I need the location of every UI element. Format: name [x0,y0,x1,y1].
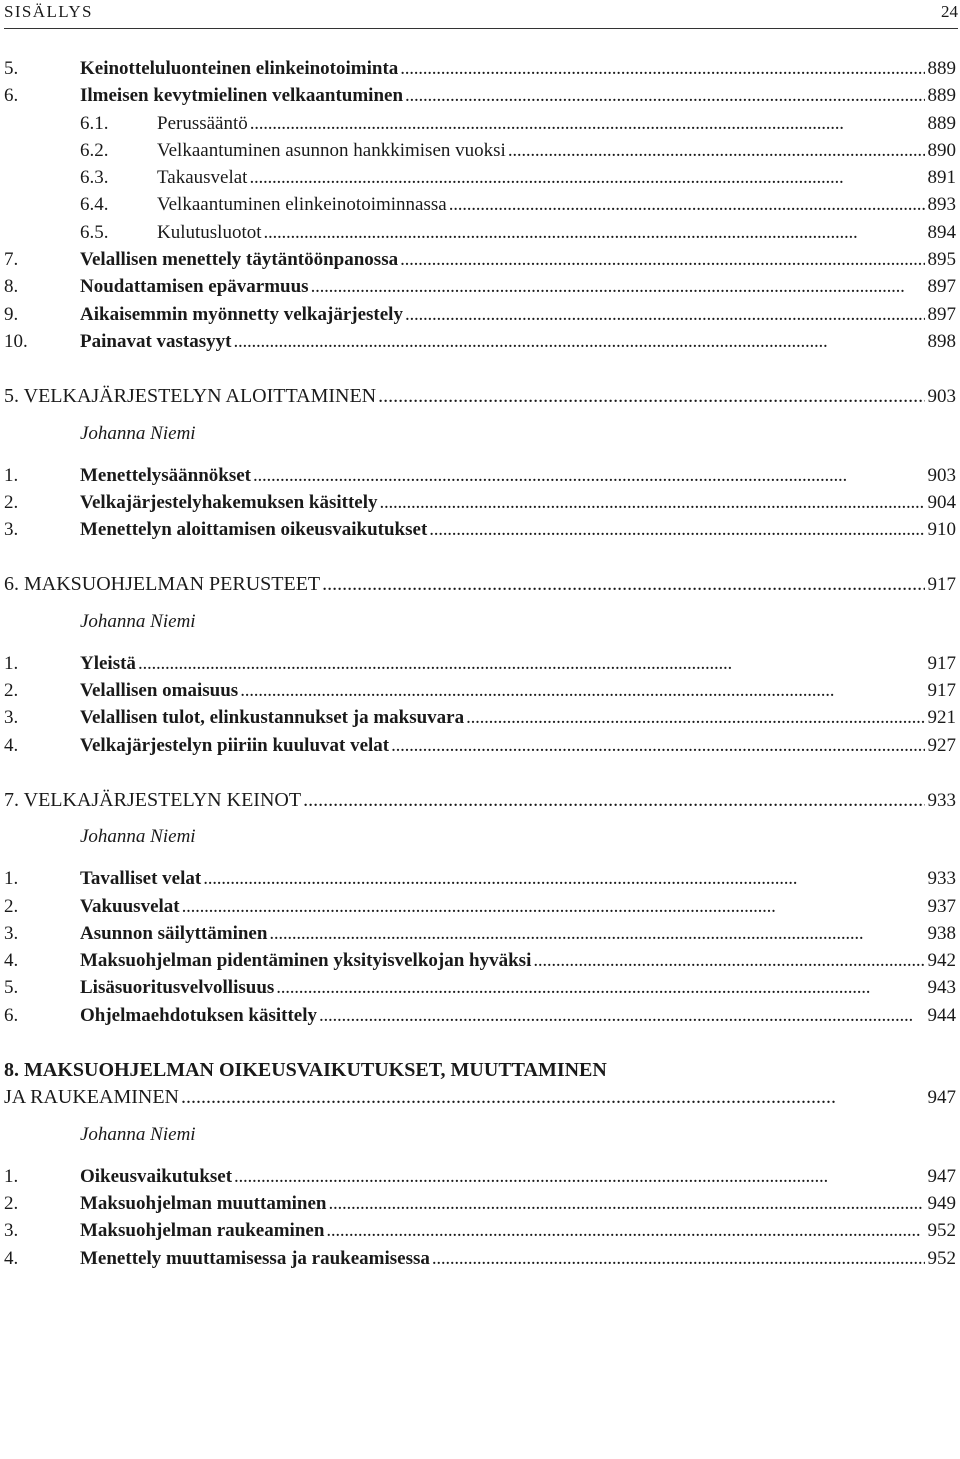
page-header [4,0,958,29]
entry-number: 3. [4,1220,19,1242]
dot-leader [303,787,924,814]
chapter-author: Johanna Niemi [80,826,196,848]
entry-number: 6. [4,85,19,107]
dot-leader [405,301,925,328]
entry-number: 6.5. [80,221,109,243]
table-of-contents [4,55,956,1272]
page-number: 24 [941,2,958,21]
entry-number: 10. [4,330,28,352]
chapter-heading-row[interactable] [4,1084,956,1111]
dot-leader [234,1163,924,1190]
chapter-page: 947 [927,1087,956,1109]
entry-page: 910 [927,519,956,541]
entry-number: 6.4. [80,194,109,216]
toc-entry[interactable] [4,246,956,273]
entry-title: Velkaantuminen asunnon hankkimisen vuoksi [157,139,506,161]
entry-page: 894 [927,221,956,243]
toc-entry[interactable] [4,920,956,947]
toc-entry[interactable] [4,677,956,704]
entry-title: Velkaantuminen elinkeinotoiminnassa [157,194,447,216]
entry-number: 6. [4,1004,19,1026]
toc-chapter [4,571,956,758]
toc-entry[interactable] [4,704,956,731]
entry-number: 4. [4,950,19,972]
entry-title: Ilmeisen kevytmielinen velkaantuminen [80,85,404,107]
entry-title: Menettelysäännökset [80,464,251,486]
toc-entry[interactable] [4,1002,956,1029]
toc-chapter [4,1057,956,1272]
dot-leader [240,677,924,704]
entry-title: Yleistä [80,652,136,674]
dot-leader [400,55,924,82]
dot-leader [250,110,925,137]
entry-title: Maksuohjelman muuttaminen [80,1192,327,1214]
entry-page: 897 [927,303,956,325]
entry-page: 917 [927,652,956,674]
toc-entry[interactable] [4,273,956,300]
entry-number: 4. [4,734,19,756]
entry-number: 2. [4,1192,19,1214]
entry-page: 949 [927,1192,956,1214]
dot-leader [329,1190,925,1217]
entry-title: Lisäsuoritusvelvollisuus [80,977,275,999]
entry-title: Ohjelmaehdotuksen käsittely [80,1004,317,1026]
entry-number: 2. [4,680,19,702]
entry-title: Velallisen omaisuus [80,680,239,702]
toc-section-continued [4,55,956,355]
running-title: SISÄLLYS [4,2,93,21]
toc-chapter [4,383,956,543]
entry-page: 917 [927,680,956,702]
dot-leader [449,191,925,218]
dot-leader [533,947,924,974]
toc-entry[interactable] [4,328,956,355]
entry-number: 3. [4,707,19,729]
entry-page: 889 [927,58,956,79]
toc-entry[interactable] [4,82,956,109]
entry-number: 3. [4,519,19,541]
entry-number: 7. [4,249,19,271]
entry-number: 6.2. [80,139,109,161]
section-gap [4,1029,956,1057]
entry-title: Kulutusluotot [157,221,262,243]
entry-page: 889 [927,85,956,107]
chapter-heading-title: 6. MAKSUOHJELMAN PERUSTEET [4,573,321,596]
toc-entry[interactable] [4,489,956,516]
entry-title: Noudattamisen epävarmuus [80,276,309,298]
entry-number: 1. [4,868,19,890]
entry-title: Perussääntö [157,112,248,134]
toc-entry[interactable] [4,732,956,759]
entry-title: Asunnon säilyttäminen [80,922,268,944]
toc-entry[interactable] [4,1217,956,1244]
entry-title: Menettelyn aloittamisen oikeusvaikutukset [80,519,428,541]
chapter-page: 933 [927,789,956,811]
toc-entry[interactable] [4,191,956,218]
dot-leader [391,732,924,759]
dot-leader [138,650,925,677]
entry-page: 903 [927,464,956,486]
entry-title: Maksuohjelman pidentäminen yksityisvelkojan hyväksi [80,950,532,972]
dot-leader [508,137,925,164]
entry-page: 938 [927,922,956,944]
dot-leader [182,893,925,920]
entry-number: 2. [4,491,19,513]
entry-page: 943 [927,977,956,999]
toc-chapter [4,787,956,1029]
entry-page: 898 [927,330,956,352]
entry-number: 1. [4,1165,19,1187]
entry-number: 9. [4,303,19,325]
dot-leader [249,164,924,191]
dot-leader [233,328,924,355]
dot-leader [311,273,925,300]
chapter-page: 917 [927,574,956,596]
dot-leader [322,571,924,598]
section-gap [4,543,956,571]
entry-page: 947 [927,1165,956,1187]
chapter-heading-title: JA RAUKEAMINEN [4,1086,179,1109]
toc-entry[interactable] [4,516,956,543]
entry-page: 889 [927,112,956,134]
toc-entry[interactable] [4,55,956,82]
section-gap [4,355,956,383]
toc-entry[interactable] [4,974,956,1001]
toc-entry[interactable] [4,219,956,246]
toc-entry[interactable] [4,1245,956,1272]
entry-page: 944 [927,1004,956,1026]
dot-leader [269,920,924,947]
entry-number: 1. [4,652,19,674]
entry-number: 6.1. [80,112,109,134]
entry-title: Keinotteluluonteinen elinkeinotoiminta [80,58,399,79]
entry-title: Menettely muuttamisessa ja raukeamisessa [80,1247,430,1269]
entry-title: Velkajärjestelyhakemuksen käsittely [80,491,378,513]
entry-title: Velallisen menettely täytäntöönpanossa [80,249,399,271]
dot-leader [429,516,924,543]
entry-page: 890 [927,139,956,161]
toc-entry[interactable] [4,650,956,677]
entry-page: 952 [927,1247,956,1269]
chapter-author: Johanna Niemi [80,610,196,632]
dot-leader [400,246,924,273]
chapter-heading-title: 5. VELKAJÄRJESTELYN ALOITTAMINEN [4,385,377,408]
entry-number: 8. [4,276,19,298]
entry-number: 4. [4,1247,19,1269]
chapter-heading-row[interactable] [4,787,956,814]
entry-title: Velallisen tulot, elinkustannukset ja maksuvara [80,707,465,729]
entry-page: 942 [927,950,956,972]
chapter-author: Johanna Niemi [80,422,196,444]
toc-entry[interactable] [4,110,956,137]
entry-page: 933 [927,868,956,890]
dot-leader [276,974,924,1001]
entry-page: 927 [927,734,956,756]
toc-entry[interactable] [4,947,956,974]
toc-entry[interactable] [4,164,956,191]
dot-leader [380,489,925,516]
entry-title: Takausvelat [157,167,248,189]
entry-page: 895 [927,249,956,271]
chapter-heading-row[interactable] [4,383,956,410]
dot-leader [432,1245,925,1272]
dot-leader [253,462,925,489]
chapter-heading-row[interactable] [4,571,956,598]
dot-leader [203,865,924,892]
entry-title: Velkajärjestelyn piiriin kuuluvat velat [80,734,390,756]
dot-leader [378,383,924,410]
entry-number: 1. [4,464,19,486]
entry-number: 5. [4,58,19,79]
entry-page: 952 [927,1220,956,1242]
entry-page: 921 [927,707,956,729]
dot-leader [264,219,925,246]
entry-page: 893 [927,194,956,216]
toc-entry[interactable] [4,301,956,328]
entry-title: Vakuusvelat [80,895,180,917]
chapter-heading-title: 7. VELKAJÄRJESTELYN KEINOT [4,788,302,811]
toc-entry[interactable] [4,1163,956,1190]
dot-leader [326,1217,924,1244]
entry-page: 891 [927,167,956,189]
toc-entry[interactable] [4,462,956,489]
toc-entry[interactable] [4,893,956,920]
chapter-page: 903 [927,386,956,408]
dot-leader [181,1084,925,1111]
entry-page: 904 [927,491,956,513]
dot-leader [319,1002,925,1029]
entry-page: 937 [927,895,956,917]
chapter-heading[interactable]: 8. MAKSUOHJELMAN OIKEUSVAIKUTUKSET, MUUTTAMINEN [4,1059,607,1082]
entry-number: 2. [4,895,19,917]
entry-number: 5. [4,977,19,999]
toc-entry[interactable] [4,865,956,892]
entry-title: Tavalliset velat [80,868,202,890]
entry-page: 897 [927,276,956,298]
toc-entry[interactable] [4,137,956,164]
entry-number: 6.3. [80,167,109,189]
toc-entry[interactable] [4,1190,956,1217]
dot-leader [466,704,924,731]
entry-number: 3. [4,922,19,944]
section-gap [4,759,956,787]
chapter-author: Johanna Niemi [80,1123,196,1145]
entry-title: Aikaisemmin myönnetty velkajärjestely [80,303,403,325]
entry-title: Oikeusvaikutukset [80,1165,233,1187]
entry-title: Maksuohjelman raukeaminen [80,1220,325,1242]
dot-leader [405,82,924,109]
entry-title: Painavat vastasyyt [80,330,232,352]
